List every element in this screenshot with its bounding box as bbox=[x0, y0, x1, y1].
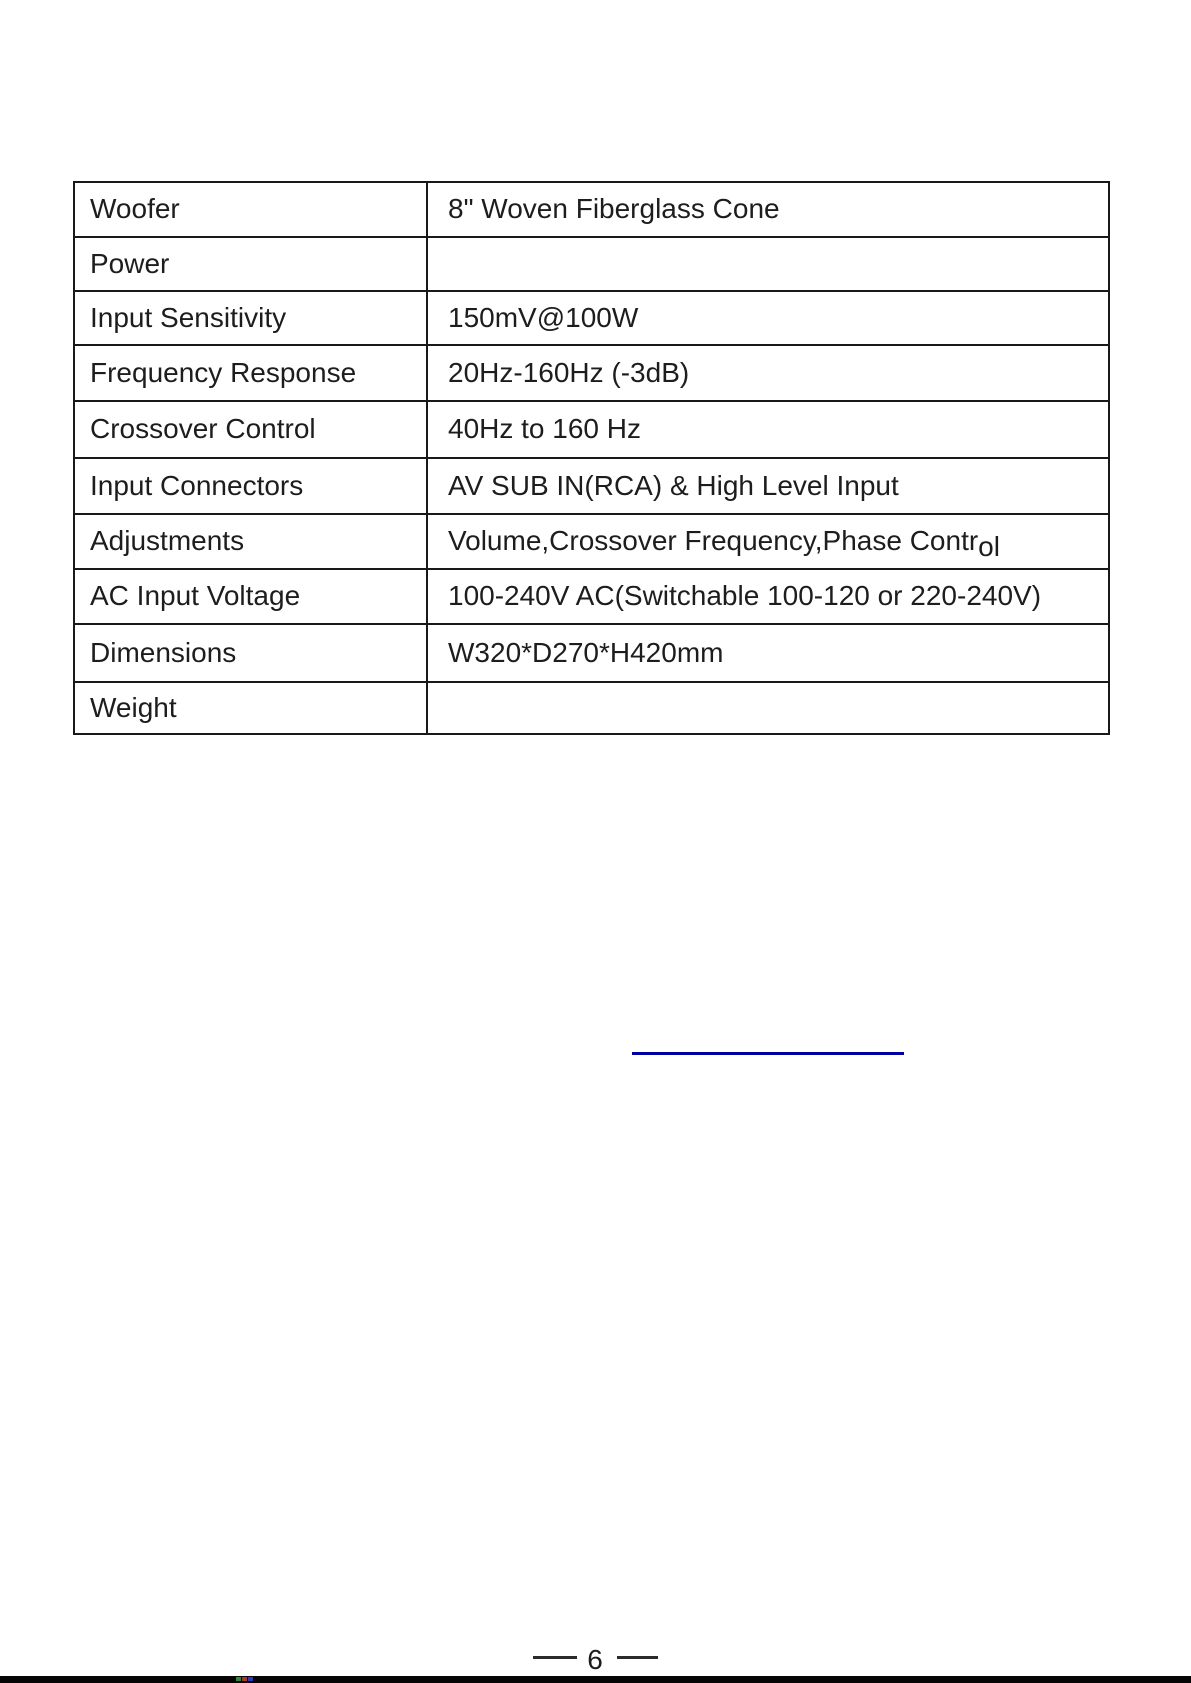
specification-table-body bbox=[74, 182, 1109, 734]
row-label-crossover-control: Crossover Control bbox=[74, 401, 427, 458]
row-value-ac-input-voltage: 100-240V AC(Switchable 100-120 or 220-240V) bbox=[427, 569, 1109, 624]
adjustments-value-dropped-letters: ol bbox=[978, 531, 1000, 563]
row-value-input-sensitivity: 150mV@100W bbox=[427, 291, 1109, 345]
table-row-ac-input-voltage bbox=[74, 569, 1109, 624]
table-row-weight bbox=[74, 682, 1109, 734]
row-label-power: Power bbox=[74, 237, 427, 291]
row-value-input-connectors: AV SUB IN(RCA) & High Level Input bbox=[427, 458, 1109, 514]
row-label-weight: Weight bbox=[74, 682, 427, 734]
scan-speck-red bbox=[242, 1677, 247, 1681]
scan-speck-green bbox=[236, 1677, 241, 1681]
row-value-crossover-control: 40Hz to 160 Hz bbox=[427, 401, 1109, 458]
row-label-ac-input-voltage: AC Input Voltage bbox=[74, 569, 427, 624]
table-row-crossover-control bbox=[74, 401, 1109, 458]
row-value-frequency-response: 20Hz-160Hz (-3dB) bbox=[427, 345, 1109, 401]
row-label-frequency-response: Frequency Response bbox=[74, 345, 427, 401]
table-row-woofer bbox=[74, 182, 1109, 237]
table-row-power bbox=[74, 237, 1109, 291]
row-value-dimensions: W320*D270*H420mm bbox=[427, 624, 1109, 682]
table-row-adjustments bbox=[74, 514, 1109, 569]
table-row-input-sensitivity bbox=[74, 291, 1109, 345]
table-row-dimensions bbox=[74, 624, 1109, 682]
page-number-dash-right bbox=[617, 1656, 658, 1659]
table-row-frequency-response bbox=[74, 345, 1109, 401]
row-label-woofer: Woofer bbox=[74, 182, 427, 237]
row-label-adjustments: Adjustments bbox=[74, 514, 427, 569]
scan-speck-blue bbox=[248, 1677, 253, 1681]
row-label-dimensions: Dimensions bbox=[74, 624, 427, 682]
adjustments-value-main: Volume,Crossover Frequency,Phase Contr bbox=[448, 525, 979, 557]
row-value-power bbox=[427, 237, 1109, 291]
table-row-input-connectors bbox=[74, 458, 1109, 514]
specification-table bbox=[73, 181, 1110, 735]
row-label-input-connectors: Input Connectors bbox=[74, 458, 427, 514]
bare-hyperlink-underline bbox=[632, 1052, 904, 1055]
row-value-weight bbox=[427, 682, 1109, 734]
row-value-woofer: 8" Woven Fiberglass Cone bbox=[427, 182, 1109, 237]
page-number: 6 bbox=[587, 1644, 603, 1675]
row-label-input-sensitivity: Input Sensitivity bbox=[74, 291, 427, 345]
row-value-adjustments bbox=[427, 514, 1109, 569]
scanner-edge-bar bbox=[0, 1676, 1191, 1683]
